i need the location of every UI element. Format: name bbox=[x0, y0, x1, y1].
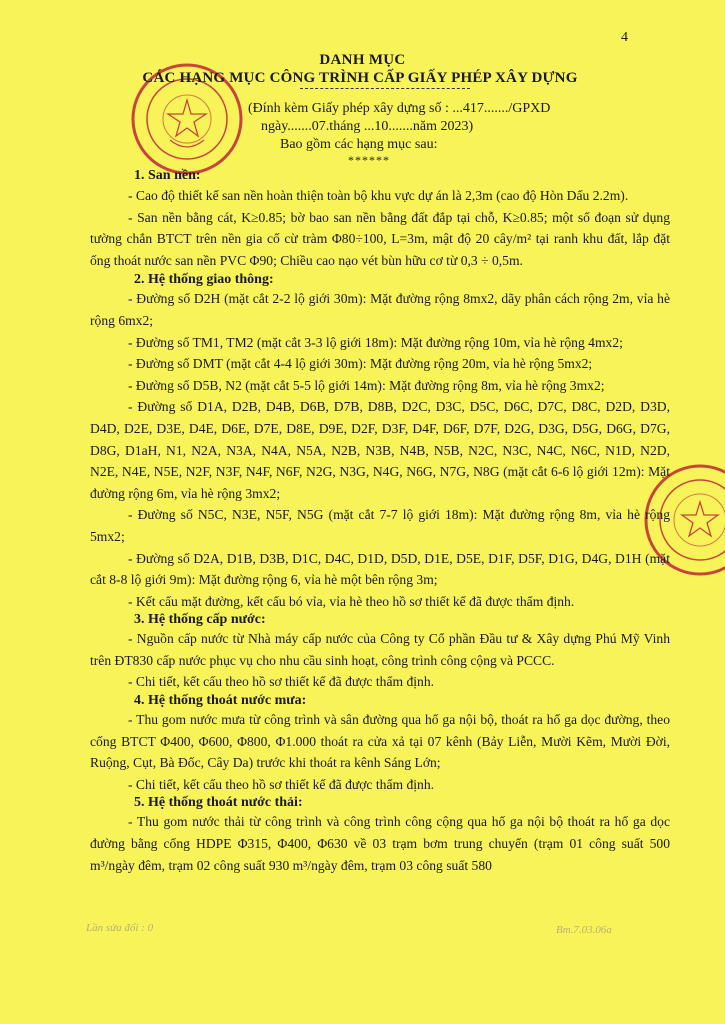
paragraph: - Đường số N5C, N3E, N5F, N5G (mặt cắt 7-7 lộ giới 18m): Mặt đường rộng 8m, vỉa hè rộng 5mx2; bbox=[90, 507, 670, 544]
paragraph: - Nguồn cấp nước từ Nhà máy cấp nước của Công ty Cổ phần Đầu tư & Xây dựng Phú Mỹ Vinh trên ĐT830 cấp nước phục vụ cho nhu cầu sinh hoạt, công trình công cộng và PCCC. bbox=[90, 631, 670, 668]
attachment-line: (Đính kèm Giấy phép xây dựng số : ...417......./GPXD bbox=[248, 101, 551, 116]
paragraph: - Đường số DMT (mặt cắt 4-4 lộ giới 30m): Mặt đường rộng 20m, vỉa hè rộng 5mx2; bbox=[128, 356, 593, 372]
section-san-nen bbox=[90, 168, 670, 271]
document-title: DANH MỤC bbox=[319, 52, 406, 68]
paragraph: - Thu gom nước thải từ công trình và công trình công cộng qua hố ga nội bộ thoát ra hố ga dọc đường bằng cống HDPE Φ315, Φ400, Φ630 về 03 trạm bơm trung chuyển (trạm 01 công suất 500 m³/ngày đêm, trạm 02 công suất 930 m³/ngày đêm, trạm 03 công suất 580 bbox=[90, 814, 670, 873]
paragraph: - Kết cấu mặt đường, kết cấu bó vỉa, vỉa hè theo hồ sơ thiết kế đã được thẩm định. bbox=[128, 593, 575, 609]
section-thoat-nuoc-mua bbox=[90, 693, 670, 795]
paragraph: - Chi tiết, kết cấu theo hồ sơ thiết kế đã được thẩm định. bbox=[128, 674, 435, 690]
paragraph: - Thu gom nước mưa từ công trình và sân đường qua hố ga nội bộ, thoát ra hố ga dọc đường, theo cống BTCT Φ400, Φ600, Φ800, Φ1.000 thoát ra cửa xả tại 07 kênh (Bảy Liễn, Mười Kẽm, Mười Đời, Ruộng, Cụt, Bà Đốc, Cây Da) trước khi thoát ra kênh Sáng Lớn; bbox=[90, 712, 670, 771]
page-number: 4 bbox=[621, 30, 628, 45]
include-line: Bao gồm các hạng mục sau: bbox=[280, 137, 438, 152]
paragraph: - Đường số D1A, D2B, D4B, D6B, D7B, D8B, D2C, D3C, D5C, D6C, D7C, D8C, D2D, D3D, D4D, D2E, D3E, D4E, D6E, D7E, D8E, D9E, D2F, D3F, D4F, D6F, D7F, D2G, D3G, D5G, D6G, D7G, D8G, D1aH, N1, N2A, N3A, N4A, N5A, N2B, N3B, N4B, N5B, N2C, N3C, N4C, N6C, N1D, N2D, N2E, N4E, N5E, N2F, N3F, N4F, N6F, N2G, N3G, N4G, N6G, N7G, N8G (mặt cắt 6-6 lộ giới 12m): Mặt đường rộng 6m, vỉa hè rộng 3mx2; bbox=[90, 399, 670, 501]
document-subtitle: CÁC HẠNG MỤC CÔNG TRÌNH CẤP GIẤY PHÉP XÂY DỰNG bbox=[142, 70, 578, 86]
paragraph: - Chi tiết, kết cấu theo hồ sơ thiết kế đã được thẩm định. bbox=[128, 776, 435, 792]
section-giao-thong bbox=[90, 272, 670, 612]
section-heading: 2. Hệ thống giao thông: bbox=[134, 272, 274, 288]
paragraph: - Đường số D5B, N2 (mặt cắt 5-5 lộ giới 14m): Mặt đường rộng 8m, vỉa hè rộng 3mx2; bbox=[128, 377, 605, 393]
section-heading: 4. Hệ thống thoát nước mưa: bbox=[134, 693, 307, 709]
footer-revision: Lần sửa đổi : 0 bbox=[86, 922, 154, 934]
section-cap-nuoc bbox=[90, 612, 670, 693]
paragraph: - Đường số D2A, D1B, D3B, D1C, D4C, D1D, D5D, D1E, D5E, D1F, D5F, D1G, D4G, D1H (mặt cắt 8-8 lộ giới 9m): Mặt đường rộng 6, vỉa hè một bên rộng 3m; bbox=[90, 550, 670, 588]
section-heading: 5. Hệ thống thoát nước thải: bbox=[134, 795, 303, 811]
paragraph: - Cao độ thiết kế san nền hoàn thiện toàn bộ khu vực dự án là 2,3m (cao độ Hòn Dấu 2.2m). bbox=[128, 188, 629, 203]
paragraph: - San nền bằng cát, K≥0.85; bờ bao san nền bằng đất đắp tại chỗ, K≥0.85; một số đoạn sử dụng tường chắn BTCT trên nền gia cố cừ tràm Φ80÷100, L=3m, mật độ 20 cây/m² tại ranh khu đất, lắp đặt ống thoát nước san nền PVC Φ90; Chiều cao nạo vét bùn hữu cơ từ 0,3 ÷ 0,5m. bbox=[90, 209, 670, 268]
footer-form-code: Bm.7.03.06a bbox=[556, 924, 612, 936]
section-thoat-nuoc-thai bbox=[90, 795, 670, 876]
date-line: ngày.......07.tháng ...10.......năm 2023) bbox=[261, 119, 474, 134]
section-heading: 1. San nền: bbox=[134, 168, 201, 183]
title-divider bbox=[300, 88, 470, 89]
paragraph: - Đường số TM1, TM2 (mặt cắt 3-3 lộ giới 18m): Mặt đường rộng 10m, vỉa hè rộng 4mx2; bbox=[128, 334, 623, 350]
stars-divider: ****** bbox=[348, 153, 390, 167]
paragraph: - Đường số D2H (mặt cắt 2-2 lộ giới 30m): Mặt đường rộng 8mx2, dãy phân cách rộng 2m, vỉa hè rộng 6mx2; bbox=[90, 291, 670, 328]
section-heading: 3. Hệ thống cấp nước: bbox=[134, 612, 266, 628]
document-body bbox=[90, 168, 670, 876]
